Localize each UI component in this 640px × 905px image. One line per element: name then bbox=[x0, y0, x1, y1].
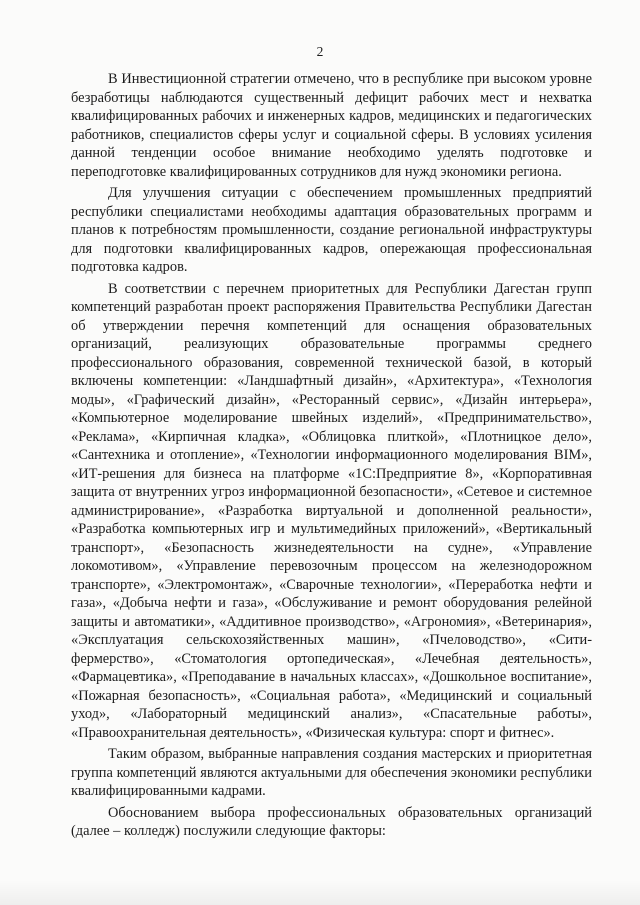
paragraph-competencies-list: В соответствии с перечнем приоритетных для Республики Дагестан групп компетенций разработан проект распоряжения Правительства Республики Дагестан об утверждении перечня компетенций для оснащения образовательных организаций, реализующих образовательные программы среднего профессионального образования, современной технической базой, в который включены компетенции: «Ландшафтный дизайн», «Архитектура», «Технология моды», «Графический дизайн», «Ресторанный сервис», «Дизайн интерьера», «Компьютерное моделирование швейных изделий», «Предпринимательство», «Реклама», «Кирпичная кладка», «Облицовка плиткой», «Плотницкое дело», «Сантехника и отопление», «Технологии информационного моделирования BIM», «ИТ-решения для бизнеса на платформе «1С:Предприятие 8», «Корпоративная защита от внутренних угроз информационной безопасности», «Сетевое и системное администрирование», «Разработка виртуальной и дополненной реальности», «Разработка компьютерных игр и мультимедийных приложений», «Вертикальный транспорт», «Безопасность жизнедеятельности на судне», «Управление локомотивом», «Управление перевозочным процессом на железнодорожном транспорте», «Электромонтаж», «Сварочные технологии», «Переработка нефти и газа», «Добыча нефти и газа», «Обслуживание и ремонт оборудования релейной защиты и автоматики», «Аддитивное производство», «Агрономия», «Ветеринария», «Эксплуатация сельскохозяйственных машин», «Пчеловодство», «Сити-фермерство», «Стоматология ортопедическая», «Лечебная деятельность», «Фармацевтика», «Преподавание в начальных классах», «Дошкольное воспитание», «Пожарная безопасность», «Социальная работа», «Медицинский и социальный уход», «Лабораторный медицинский анализ», «Спасательные работы», «Правоохранительная деятельность», «Физическая культура: спорт и фитнес». bbox=[71, 280, 592, 741]
paragraph-improvement-measures: Для улучшения ситуации с обеспечением промышленных предприятий республики специалистами необходимы адаптация образовательных программ и планов к потребностям промышленности, создание региональной инфраструктуры для подготовки квалифицированных кадров, опережающая профессиональная подготовка кадров. bbox=[71, 185, 592, 275]
scan-edge-shadow bbox=[0, 880, 640, 905]
paragraph-college-selection: Обоснованием выбора профессиональных образовательных организаций (далее – колледж) послужили следующие факторы: bbox=[71, 804, 592, 839]
page-number: 2 bbox=[316, 44, 324, 59]
paragraph-conclusion: Таким образом, выбранные направления создания мастерских и приоритетная группа компетенций являются актуальными для обеспечения экономики республики квалифицированными кадрами. bbox=[71, 746, 592, 799]
document-body bbox=[71, 70, 592, 841]
paragraph-investment-strategy: В Инвестиционной стратегии отмечено, что в республике при высоком уровне безработицы наблюдаются существенный дефицит рабочих мест и нехватка квалифицированных рабочих и инженерных кадров, медицинских и педагогических работников, специалистов сферы услуг и социальной сферы. В условиях усиления данной тенденции особое внимание необходимо уделять подготовке и переподготовке квалифицированных сотрудников для нужд экономики региона. bbox=[71, 71, 592, 180]
